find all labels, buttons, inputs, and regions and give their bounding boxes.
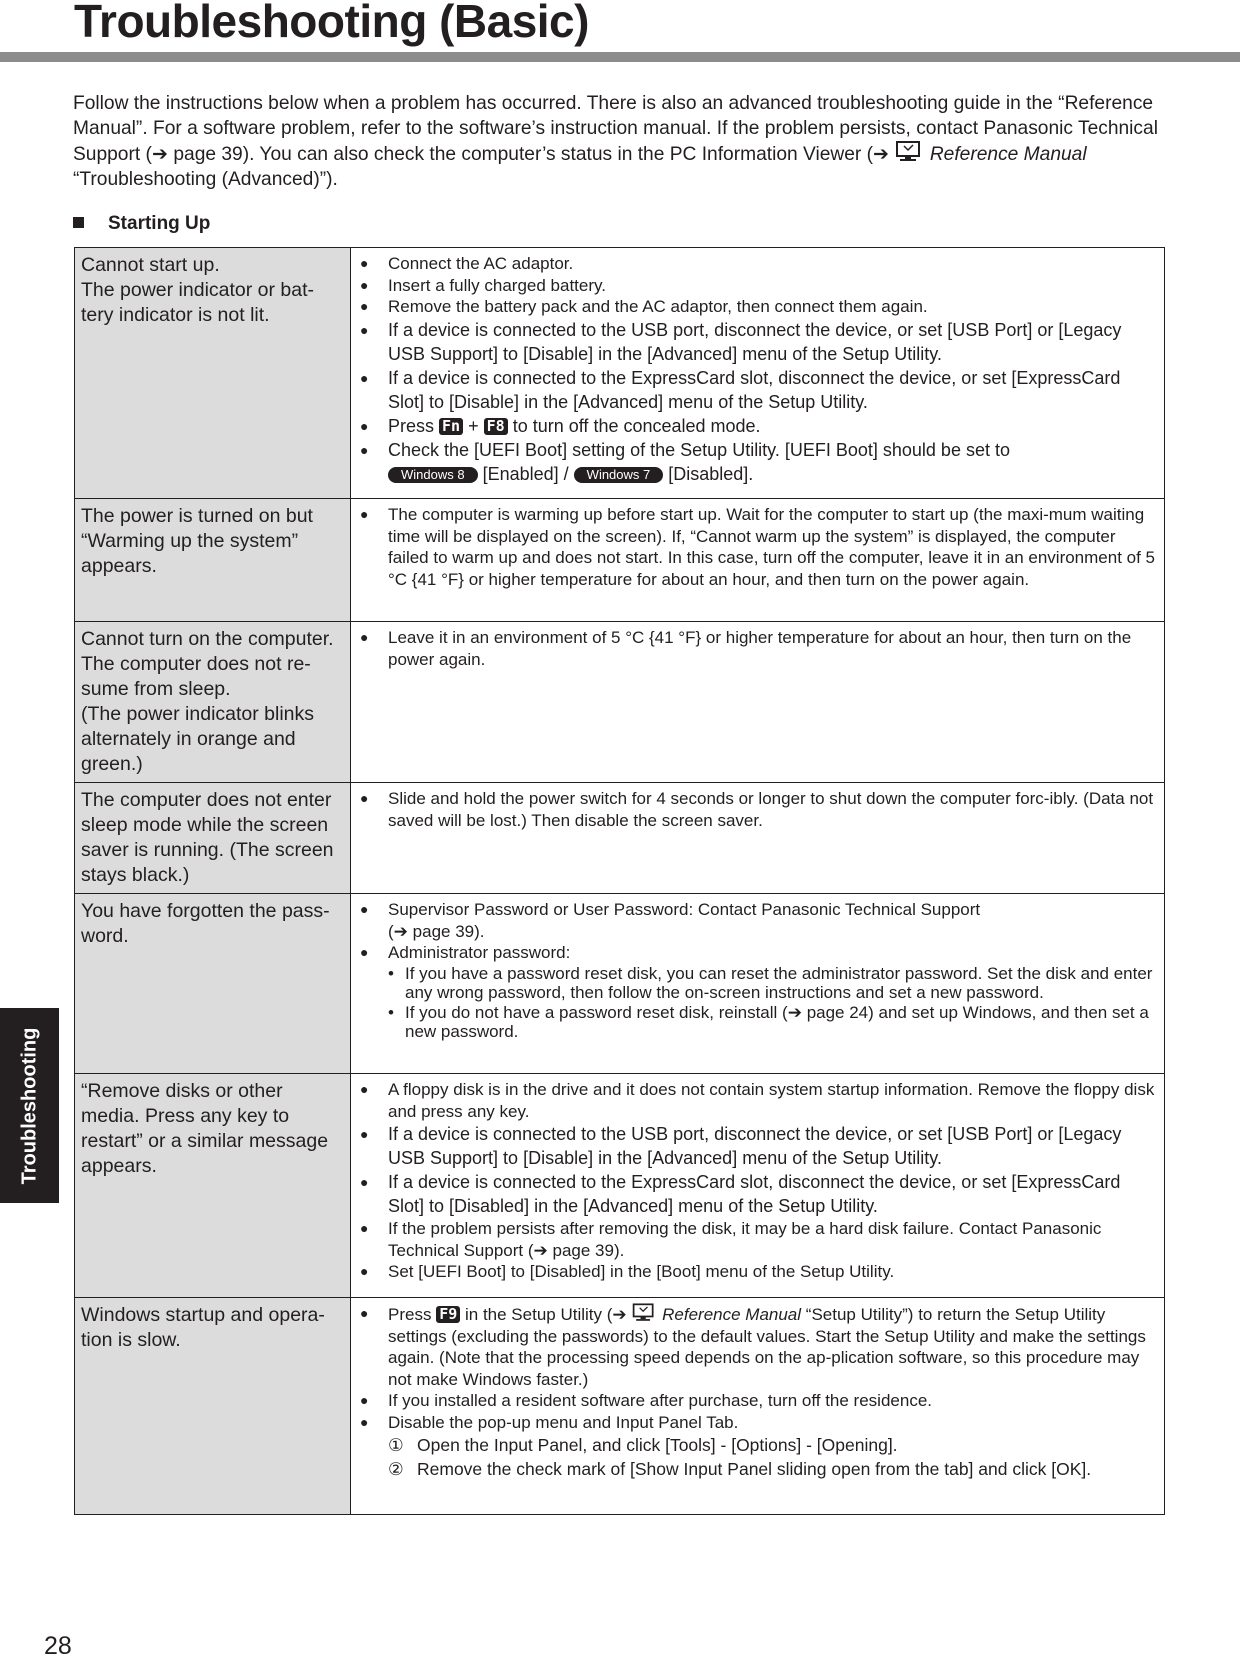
solution-text: Insert a fully charged battery. [388, 275, 606, 295]
solution-text: Slide and hold the power switch for 4 seconds or longer to shut down the computer forc-ibly. (Data not saved will be lost.) Then disable the screen saver. [388, 789, 1154, 830]
symptom-text: “Remove disks or other media. Press any key to restart” or a similar message appears. [81, 1080, 329, 1177]
numbered-item [388, 1457, 1156, 1481]
bullet-icon: ● [360, 298, 369, 314]
solution-text: Press [388, 415, 435, 436]
list-item [351, 788, 1156, 831]
page-ref-link[interactable]: page 39 [412, 921, 475, 941]
windows-7-badge: Windows 7 [574, 467, 664, 483]
solution-cell [351, 248, 1165, 499]
list-item [351, 318, 1156, 366]
step-number: ② [388, 1459, 404, 1479]
numbered-item [388, 1433, 1156, 1457]
list-item [351, 1079, 1156, 1122]
solution-text: Check the [UEFI Boot] setting of the Setup Utility. [UEFI Boot] should be set to [388, 439, 1010, 460]
solution-text: in the Setup Utility ( [465, 1305, 613, 1324]
symptom-cell [75, 1074, 351, 1298]
numbered-list [351, 1433, 1156, 1481]
reference-manual-icon [894, 141, 924, 163]
solution-text: If a device is connected to the ExpressCard slot, disconnect the device, or set [ExpressCard Slot] to [Disabled] in the [Advanced] menu of the Setup Utility. [388, 1172, 1121, 1216]
bullet-icon: ● [360, 1174, 369, 1190]
bullet-icon: ● [360, 506, 369, 522]
solution-text: Open the Input Panel, and click [Tools] - [Options] - [Opening]. [417, 1435, 898, 1455]
solution-text: If a device is connected to the USB port, disconnect the device, or set [USB Port] or [Legacy USB Support] to [Disable] in the [Advanced] menu of the Setup Utility. [388, 319, 1122, 364]
bullet-icon: ● [360, 321, 369, 338]
dot-icon: • [388, 1002, 394, 1022]
bullet-icon: ● [360, 1081, 369, 1097]
reference-manual-icon [631, 1303, 657, 1323]
list-item [351, 275, 1156, 297]
solution-text: If a device is connected to the ExpressCard slot, disconnect the device, or set [ExpressCard Slot] to [Disable] in the [Advanced] menu of the Setup Utility. [388, 367, 1121, 412]
reference-manual-link[interactable]: Reference Manual [929, 144, 1087, 165]
solution-text: Press [388, 1305, 432, 1324]
step-number: ① [388, 1435, 404, 1455]
symptom-text: You have forgotten the pass-word. [81, 900, 330, 947]
list-item [351, 366, 1156, 414]
solution-text: If a device is connected to the USB port, disconnect the device, or set [USB Port] or [Legacy USB Support] to [Disable] in the [Advanced] menu of the Setup Utility. [388, 1124, 1122, 1168]
bullet-icon: ● [360, 255, 369, 271]
list-item [351, 253, 1156, 275]
side-tab-label: Troubleshooting [18, 1027, 40, 1184]
solution-text: Disable the pop-up menu and Input Panel Tab. [388, 1412, 739, 1432]
bullet-icon: ● [360, 901, 369, 917]
list-item [351, 1218, 1156, 1261]
fn-key-icon: Fn [439, 418, 463, 435]
symptom-cell [75, 1298, 351, 1515]
solution-text: Set [UEFI Boot] to [Disabled] in the [Boot] menu of the Setup Utility. [388, 1262, 895, 1281]
symptom-text: Cannot start up. The power indicator or bat-tery indicator is not lit. [81, 254, 315, 326]
list-item [351, 296, 1156, 318]
intro-paragraph [73, 91, 1173, 192]
plus-text: + [468, 415, 479, 436]
list-item [351, 1261, 1156, 1283]
symptom-text: Cannot turn on the computer. The computer does not re-sume from sleep. (The power indicator blinks alternately in orange and green.) [81, 628, 334, 775]
solution-cell [351, 894, 1165, 1074]
f9-key-icon: F9 [436, 1306, 460, 1323]
f8-key-icon: F8 [484, 418, 508, 435]
solution-text: If you do not have a password reset disk, reinstall ( [405, 1002, 788, 1022]
solution-cell [351, 499, 1165, 622]
arrow-icon: ➔ [612, 1305, 627, 1324]
list-item [351, 1122, 1156, 1170]
arrow-icon: ➔ [787, 1002, 802, 1022]
page-ref-link[interactable]: page 39 [552, 1240, 614, 1260]
page-title: Troubleshooting (Basic) [74, 0, 589, 47]
sub-list [351, 964, 1156, 1042]
intro-text-3: “Troubleshooting (Advanced)”). [73, 169, 338, 190]
symptom-cell [75, 783, 351, 894]
symptom-cell [75, 499, 351, 622]
table-row [75, 622, 1165, 783]
bullet-icon: ● [360, 417, 369, 434]
symptom-cell [75, 622, 351, 783]
bullet-icon: ● [360, 369, 369, 386]
symptom-cell [75, 248, 351, 499]
bullet-icon: ● [360, 1126, 369, 1142]
solution-text: ) and set up Windows, and then set a new password. [405, 1002, 1149, 1041]
table-row [75, 783, 1165, 894]
solution-cell [351, 783, 1165, 894]
section-heading-text: Starting Up [108, 213, 211, 234]
list-item [351, 504, 1156, 590]
solution-text: The computer is warming up before start up. Wait for the computer to start up (the maxi-mum waiting time will be displayed on the screen). If, “Cannot warm up the system” is displayed, the computer failed to warm up and does not start. In this case, turn off the computer, leave it in an environment of 5 °C {41 °F} or higher temperature for about an hour, and then turn on the power again. [388, 505, 1156, 589]
bullet-icon: ● [360, 629, 369, 645]
solution-text: A floppy disk is in the drive and it does not contain system startup information. Remove the floppy disk and press any key. [388, 1080, 1155, 1121]
bullet-icon: ● [360, 441, 369, 458]
page-ref-link[interactable]: page 39 [173, 144, 243, 165]
intro-text-2: ). You can also check the computer’s status in the PC Information Viewer ( [242, 144, 874, 165]
table-row [75, 499, 1165, 622]
table-row [75, 1074, 1165, 1298]
bullet-icon: ● [360, 1392, 369, 1408]
solution-text: Administrator password: [388, 943, 571, 962]
bullet-icon: ● [360, 276, 369, 293]
solution-text: “Setup Utility”) to return the Setup Utility settings (excluding the passwords) to the default values. Start the Setup Utility and make the settings again. (Note that the processing speed depends on the ap-plication software, so this procedure may not make Windows faster.) [388, 1305, 1146, 1389]
solution-text: ). [613, 1240, 625, 1260]
title-rule [0, 52, 1240, 62]
intro-text-1: Follow the instructions below when a problem has occurred. There is also an advanced troubleshooting guide in the “Reference Manual”. For a software problem, refer to the software’s instruction manual. If the problem persists, contact Panasonic Technical Support ( [73, 93, 1158, 165]
solution-text: If the problem persists after removing the disk, it may be a hard disk failure. Contact Panasonic Technical Support ( [388, 1219, 1102, 1260]
section-heading [73, 213, 210, 235]
arrow-icon: ➔ [151, 144, 169, 165]
bullet-icon: ● [360, 1220, 369, 1236]
solution-text: Remove the battery pack and the AC adaptor, then connect them again. [388, 297, 928, 316]
page-number: 28 [44, 1632, 72, 1660]
symptom-cell [75, 894, 351, 1074]
list-item: ● Supervisor Password or User Password: Contact Panasonic Technical Support (➔ page 39). [360, 900, 981, 941]
arrow-icon: ➔ [393, 921, 408, 941]
symptom-text: The power is turned on but “Warming up the system” appears. [81, 505, 313, 577]
troubleshooting-table [74, 247, 1165, 1515]
list-item [351, 627, 1156, 670]
solution-cell [351, 1298, 1165, 1515]
list-item [351, 942, 1156, 964]
bullet-icon: ● [360, 1263, 369, 1279]
page-ref-link[interactable]: page 24 [806, 1002, 869, 1022]
solution-cell [351, 1074, 1165, 1298]
solution-text: Leave it in an environment of 5 °C {41 °F} or higher temperature for about an hour, then turn on the power again. [388, 628, 1132, 669]
bullet-icon: ● [360, 790, 369, 806]
table-row [75, 248, 1165, 499]
windows-8-badge: Windows 8 [388, 467, 478, 483]
bullet-icon: ● [360, 944, 369, 960]
arrow-icon: ➔ [533, 1240, 548, 1260]
list-item [351, 1170, 1156, 1218]
solution-text: [Enabled] / [482, 463, 569, 484]
solution-text: Supervisor Password or User Password: Contact Panasonic Technical Support [388, 900, 981, 919]
symptom-text: Windows startup and opera-tion is slow. [81, 1304, 325, 1351]
solution-text: Connect the AC adaptor. [388, 254, 574, 273]
bullet-icon: ● [360, 1305, 369, 1321]
list-item [351, 1390, 1156, 1412]
list-item [351, 1303, 1156, 1390]
side-tab [0, 1008, 59, 1203]
solution-text: If you installed a resident software after purchase, turn off the residence. [388, 1391, 932, 1410]
symptom-text: The computer does not enter sleep mode while the screen saver is running. (The screen stays black.) [81, 789, 334, 886]
sub-list-item [388, 964, 1156, 1003]
solution-text: [Disabled]. [668, 463, 754, 484]
arrow-icon: ➔ [873, 144, 890, 165]
table-row [75, 894, 1165, 1074]
table-row [75, 1298, 1165, 1515]
list-item [351, 414, 1156, 438]
solution-cell [351, 622, 1165, 783]
solution-text: to turn off the concealed mode. [512, 415, 761, 436]
solution-text: If you have a password reset disk, you can reset the administrator password. Set the disk and enter any wrong password, then follow the on-screen instructions and set a new password. [405, 963, 1153, 1002]
square-bullet-icon [73, 217, 84, 228]
list-item [351, 1412, 1156, 1434]
bullet-icon: ● [360, 1413, 369, 1430]
dot-icon: • [388, 963, 394, 983]
solution-text: Remove the check mark of [Show Input Panel sliding open from the tab] and click [OK]. [417, 1459, 1092, 1479]
sub-list-item [388, 1003, 1156, 1042]
reference-manual-link[interactable]: Reference Manual [662, 1305, 802, 1324]
list-item [351, 438, 1156, 486]
